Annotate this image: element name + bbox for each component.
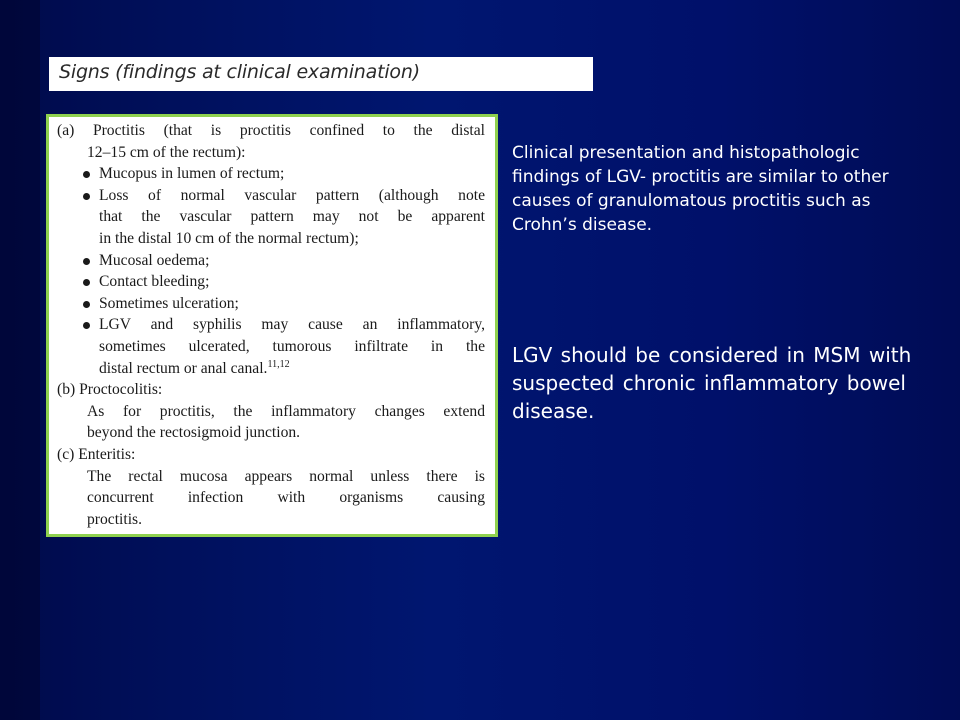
excerpt-line: [57, 228, 485, 250]
bullet-icon: [83, 258, 90, 265]
excerpt-line-text: LGV and syphilis may cause an inflammatory,: [99, 316, 485, 334]
excerpt-line-text: (c) Enteritis:: [57, 445, 136, 463]
excerpt-line-text: in the distal 10 cm of the normal rectum);: [99, 229, 359, 247]
excerpt-line: [57, 206, 485, 228]
excerpt-line-text: As for proctitis, the inflammatory changes extend: [87, 402, 485, 420]
excerpt-line: [57, 142, 485, 164]
excerpt-line-text: The rectal mucosa appears normal unless there is: [87, 467, 485, 485]
excerpt-bullet-line: [57, 314, 485, 336]
excerpt-line-text: Mucosal oedema;: [99, 251, 210, 269]
presentation-paragraph: Clinical presentation and histopathologic findings of LGV- proctitis are similar to other causes of granulomatous proctitis such as Crohn’s disease.: [512, 143, 889, 235]
bullet-icon: [83, 301, 90, 308]
excerpt-line-text: Contact bleeding;: [99, 273, 210, 291]
excerpt-line-text: beyond the rectosigmoid junction.: [87, 424, 301, 442]
excerpt-line-text: Mucopus in lumen of rectum;: [99, 165, 285, 183]
excerpt-line: [57, 444, 485, 466]
excerpt-line-text: Loss of normal vascular pattern (although note: [99, 186, 485, 204]
excerpt-line-text: (a) Proctitis (that is proctitis confined to the distal: [57, 122, 485, 139]
bullet-icon: [83, 322, 90, 329]
excerpt-line: [57, 358, 485, 380]
excerpt-line-text: that the vascular pattern may not be apparent: [99, 208, 485, 226]
excerpt-bullet-line: [57, 293, 485, 315]
excerpt-bullet-line: [57, 271, 485, 293]
excerpt-line-text: proctitis.: [87, 510, 143, 528]
excerpt-line: [57, 422, 485, 444]
excerpt-line: [57, 401, 485, 423]
excerpt-line: [57, 379, 485, 401]
excerpt-bullet-line: [57, 250, 485, 272]
bullet-icon: [83, 279, 90, 286]
excerpt-line-text: Sometimes ulceration;: [99, 294, 239, 312]
excerpt-title: Signs (findings at clinical examination): [49, 57, 593, 91]
excerpt-line: [57, 466, 485, 488]
recommendation-paragraph: LGV should be considered in MSM with suspected chronic inflammatory bowel disease.: [512, 343, 912, 423]
bullet-icon: [83, 193, 90, 200]
excerpt-line: [57, 487, 485, 509]
bullet-icon: [83, 171, 90, 178]
excerpt-bullet-line: [57, 185, 485, 207]
excerpt-line-text: concurrent infection with organisms causing: [87, 489, 485, 507]
excerpt-line-text: sometimes ulcerated, tumorous infiltrate in the: [99, 337, 485, 355]
excerpt-line: [57, 120, 485, 142]
clinical-signs-excerpt: [46, 114, 498, 537]
citation-superscript: 11,12: [267, 358, 290, 370]
excerpt-line-text: 12–15 cm of the rectum):: [87, 143, 246, 161]
background-band: [0, 0, 40, 720]
excerpt-bullet-line: [57, 163, 485, 185]
excerpt-line-text: distal rectum or anal canal.: [99, 359, 268, 377]
excerpt-line: [57, 336, 485, 358]
excerpt-line-text: (b) Proctocolitis:: [57, 381, 163, 399]
excerpt-line: [57, 509, 485, 531]
